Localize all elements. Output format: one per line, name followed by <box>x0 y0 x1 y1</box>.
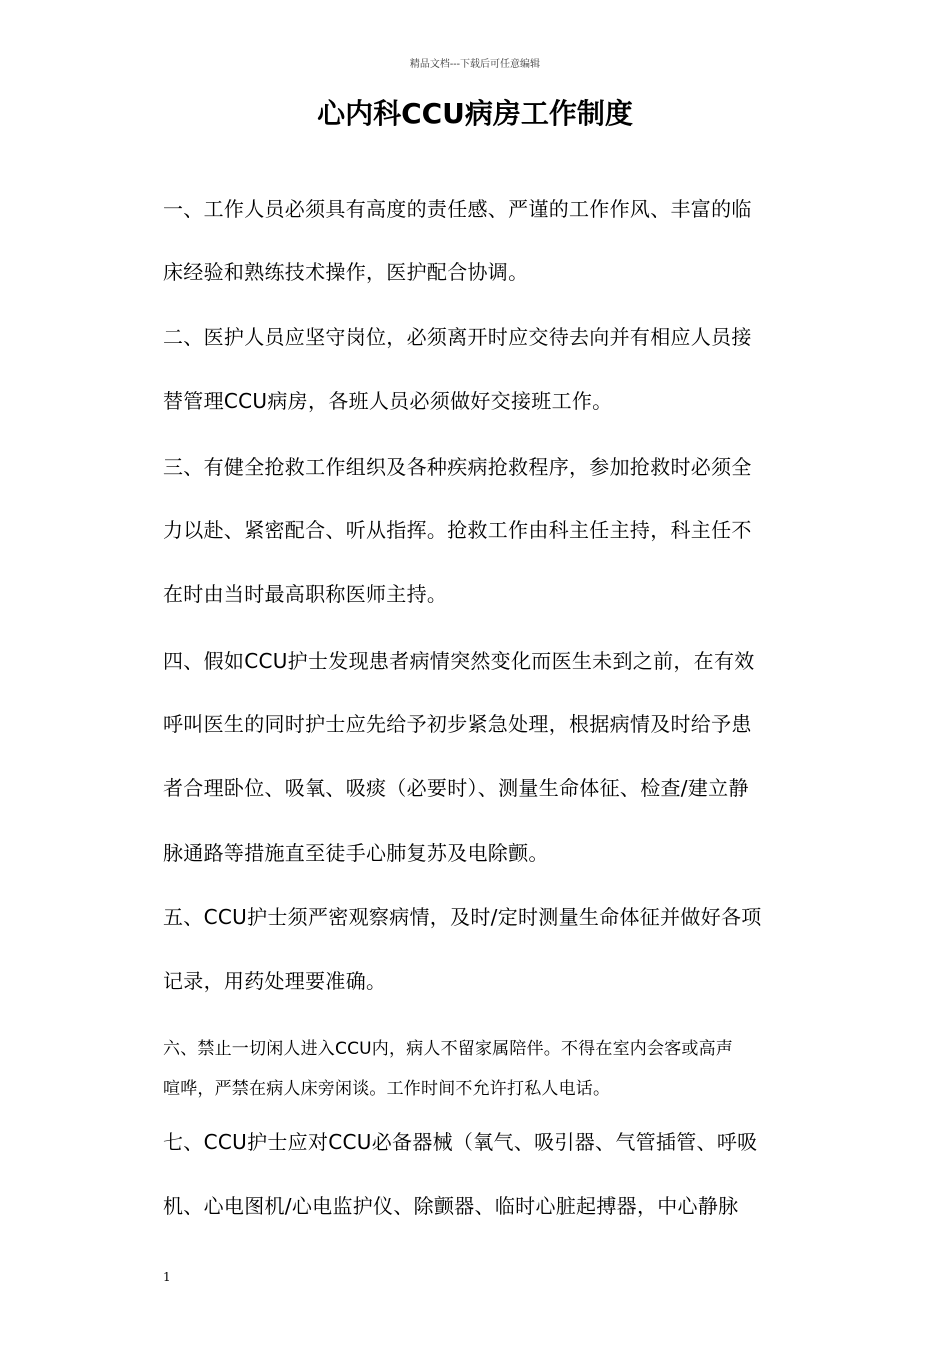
text-line: 记录，用药处理要准确。 <box>163 969 387 993</box>
text-line: 呼叫医生的同时护士应先给予初步紧急处理，根据病情及时给予患 <box>163 712 752 736</box>
document-title: 心内科CCU病房工作制度 <box>317 97 633 130</box>
text-line: 四、假如CCU护士发现患者病情突然变化而医生未到之前，在有效 <box>163 649 755 673</box>
text-line: 在时由当时最高职称医师主持。 <box>163 582 448 606</box>
text-line: 脉通路等措施直至徒手心肺复苏及电除颤。 <box>163 841 549 865</box>
text-line: 替管理CCU病房，各班人员必须做好交接班工作。 <box>163 389 613 413</box>
text-line: 一、工作人员必须具有高度的责任感、严谨的工作作风、丰富的临 <box>163 197 752 221</box>
text-line: 力以赴、紧密配合、听从指挥。抢救工作由科主任主持，科主任不 <box>163 518 752 542</box>
text-line: 六、禁止一切闲人进入CCU内，病人不留家属陪伴。不得在室内会客或高声 <box>163 1039 733 1059</box>
text-line: 床经验和熟练技术操作，医护配合协调。 <box>163 260 529 284</box>
text-line: 机、心电图机/心电监护仪、除颤器、临时心脏起搏器，中心静脉 <box>163 1194 739 1218</box>
text-line: 者合理卧位、吸氧、吸痰（必要时）、测量生命体征、检查/建立静 <box>163 776 749 800</box>
text-line: 七、CCU护士应对CCU必备器械（氧气、吸引器、气管插管、呼吸 <box>163 1130 758 1154</box>
page-number: 1 <box>163 1270 171 1284</box>
text-line: 喧哗，严禁在病人床旁闲谈。工作时间不允许打私人电话。 <box>163 1079 611 1099</box>
text-line: 三、有健全抢救工作组织及各种疾病抢救程序，参加抢救时必须全 <box>163 455 752 479</box>
page-header: 精品文档---下载后可任意编辑 <box>409 59 541 70</box>
text-line: 五、CCU护士须严密观察病情，及时/定时测量生命体征并做好各项 <box>163 905 762 929</box>
text-line: 二、医护人员应坚守岗位，必须离开时应交待去向并有相应人员接 <box>163 325 752 349</box>
